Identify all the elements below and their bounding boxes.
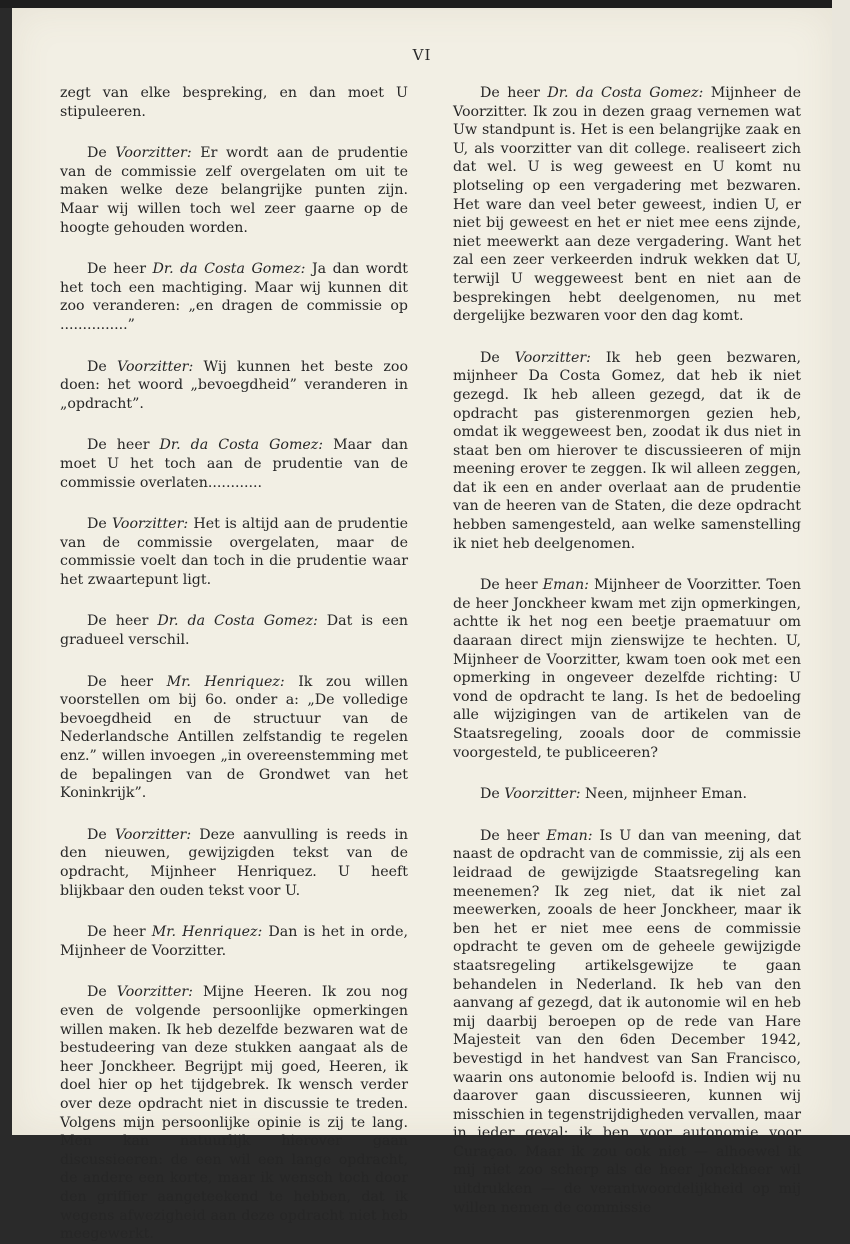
paragraph xyxy=(453,349,801,554)
paragraph-text: Ik heb geen bezwaren, mijnheer Da Costa Gomez, dat heb ik niet gezegd. Ik heb alleen gezegd, dat ik de opdracht pas gisterenmorgen gezien heb, omdat ik weggeweest ben, zoodat ik dus niet in staat ben om hierover te discussieeren of mijn meening erover te zeggen. Ik wil alleen zeggen, dat ik een en ander overlaat aan de prudentie van de heeren van de Staten, die deze opdracht hebben samengesteld, aan welke samenstelling ik niet heb deelgenomen. xyxy=(453,349,801,552)
speaker-name: Mr. Henriquez: xyxy=(151,924,263,941)
scan-top-border xyxy=(0,0,850,8)
speaker-name: Dr. da Costa Gomez: xyxy=(159,437,324,454)
scan-right-border xyxy=(832,0,850,1135)
paragraph xyxy=(453,785,801,804)
paragraph-text: Mijnheer de Voorzitter. Ik zou in dezen graag vernemen wat Uw standpunt is. Het is een belangrijke zaak en U, als voorzitter van dit college. realiseert zich dat wel. U is weg geweest en U komt nu plotseling op een vergadering met bezwaren. Het ware dan veel beter geweest, indien U, er niet bij geweest en het er niet mee eens zijnde, niet meewerkt aan deze vergadering. Want het zal een zeer verkeerden indruk wekken dat U, terwijl U weggeweest bent en niet aan de besprekingen hebt deelgenomen, nu met dergelijke bezwaren voor den dag komt. xyxy=(453,85,802,325)
speaker-prefix: De heer xyxy=(87,261,146,278)
paragraph-text: Maar dan moet U het toch aan de prudentie van de commissie overlaten............ xyxy=(60,437,408,491)
speaker-prefix: De xyxy=(87,516,107,533)
paragraph-text: Ik zou willen voorstellen om bij 6o. onder a: „De volledige bevoegdheid en de structuur van de Nederlandsche Antillen zelfstandig te regelen enz.” willen invoegen „in overeenstemming met de bepalingen van de Grondwet van het Koninkrijk”. xyxy=(60,673,409,802)
speaker-name: Voorzitter: xyxy=(111,516,189,533)
paragraph-text: Deze aanvulling is reeds in den nieuwen, gewijzigden tekst van de opdracht, Mijnheer Henriquez. U heeft blijkbaar den ouden tekst voor U. xyxy=(60,826,408,899)
paragraph-text: Dan is het in orde, Mijnheer de Voorzitter. xyxy=(60,924,408,959)
speaker-prefix: De heer xyxy=(87,924,146,941)
paragraph xyxy=(60,358,408,414)
speaker-prefix: De xyxy=(480,349,500,366)
speaker-prefix: De heer xyxy=(87,437,150,454)
paragraph xyxy=(453,84,801,326)
speaker-prefix: De heer xyxy=(87,673,154,690)
page-number: VI xyxy=(412,46,432,64)
right-column xyxy=(453,84,801,1217)
speaker-name: Voorzitter: xyxy=(504,786,581,803)
speaker-name: Voorzitter: xyxy=(117,358,194,375)
paragraph xyxy=(60,84,408,121)
left-column xyxy=(60,84,408,1244)
paragraph xyxy=(60,983,408,1243)
paragraph xyxy=(60,612,408,649)
speaker-prefix: De xyxy=(87,358,107,375)
paragraph xyxy=(60,515,408,589)
speaker-name: Dr. da Costa Gomez: xyxy=(152,261,306,278)
speaker-name: Voorzitter: xyxy=(114,826,192,843)
speaker-prefix: De xyxy=(480,786,500,803)
paragraph-text: Mijnheer de Voorzitter. Toen de heer Jonckheer kwam met zijn opmerkingen, achtte ik het nog een beetje praematuur om daaraan direct mijn zienswijze te hechten. U, Mijnheer de Voorzitter, kwam toen ook met een opmerking in ongeveer dezelfde richting: U vond de opdracht te lang. Is het de bedoeling alle wijzigingen van de artikelen van de Staatsregeling, zooals door de commissie voorgesteld, te publiceeren? xyxy=(453,577,801,761)
paragraph-text: Wij kunnen het beste zoo doen: het woord „bevoegdheid” veranderen in „opdracht”. xyxy=(60,358,408,412)
speaker-name: Dr. da Costa Gomez: xyxy=(547,85,704,101)
speaker-name: Dr. da Costa Gomez: xyxy=(157,613,318,630)
paragraph xyxy=(60,260,408,334)
paragraph-text: Mijne Heeren. Ik zou nog even de volgende persoonlijke opmerkingen willen maken. Ik heb dezelfde bezwaren wat de bestudeering van deze stukken aangaat als de heer Jonckheer. Begrijpt mij goed, Heeren, ik doel hier op het tijdgebrek. Ik wensch verder over deze opdracht niet in discussie te treden. Volgens mijn persoonlijke opinie is zij te lang. Men kan natuurlijk hierover gaan discussieeren: de een wil een lange opdracht, de andere een korte, maar ik wensch toch door den griffier aangeteekend te hebben, dat ik wegens afwezigheid aan deze opdracht niet heb meegewerkt. xyxy=(60,984,408,1243)
document-page xyxy=(12,8,832,1243)
speaker-prefix: De xyxy=(87,984,107,1001)
paragraph xyxy=(60,436,408,492)
paragraph xyxy=(60,923,408,960)
paragraph-text: zegt van elke bespreking, en dan moet U stipuleeren. xyxy=(60,85,408,120)
speaker-prefix: De heer xyxy=(480,827,540,844)
speaker-name: Voorzitter: xyxy=(116,984,193,1001)
speaker-name: Eman: xyxy=(542,577,589,594)
paragraph xyxy=(453,576,801,762)
paragraph xyxy=(60,144,408,237)
speaker-prefix: De heer xyxy=(480,85,540,101)
paragraph-text: Er wordt aan de prudentie van de commissie zelf overgelaten om uit te maken welke deze belangrijke punten zijn. Maar wij willen toch wel zeer gaarne op de hoogte gehouden worden. xyxy=(60,145,408,236)
speaker-prefix: De heer xyxy=(87,613,149,630)
paragraph xyxy=(60,826,408,900)
speaker-name: Voorzitter: xyxy=(115,145,192,162)
speaker-name: Eman: xyxy=(546,827,593,844)
speaker-prefix: De xyxy=(87,826,107,843)
paragraph-text: Het is altijd aan de prudentie van de commissie overgelaten, maar de commissie voelt dan toch in die prudentie waar het zwaartepunt ligt. xyxy=(60,516,409,588)
paragraph-text: Dat is een gradueel verschil. xyxy=(60,613,408,649)
speaker-name: Mr. Henriquez: xyxy=(166,673,285,690)
paragraph xyxy=(60,673,408,803)
speaker-prefix: De xyxy=(87,145,107,162)
paragraph-text: Neen, mijnheer Eman. xyxy=(585,786,748,803)
paragraph-text: Is U dan van meening, dat naast de opdracht van de commissie, zij als een leidraad de gewijzigde Staatsregeling kan meenemen? Ik zeg niet, dat ik niet zal meewerken, zooals de heer Jonckheer, maar ik ben het er niet mee eens de commissie opdracht te geven om de geheele gewijzigde staatsregeling artikelsgewijze te gaan behandelen in Nederland. Ik heb van den aanvang af gezegd, dat ik autonomie wil en heb mij daarbij beroepen op de rede van Hare Majesteit van den 6den December 1942, bevestigd in het handvest van San Francisco, waarin ons autonomie beloofd is. Indien wij nu daarover gaan discussieeren, kunnen wij misschien in tegenstrijdigheden vervallen, maar in ieder geval: ik ben voor autonomie voor Curaçao. Maar ik zou ook niet — alhoewel ik mij niet zoo scherp als de heer Jonckheer wil uitdrukken — de verantwoordelijkheid op mij willen nemen de commissie xyxy=(453,827,802,1216)
speaker-name: Voorzitter: xyxy=(514,349,591,366)
paragraph-text: Ja dan wordt het toch een machtiging. Maar wij kunnen dit zoo veranderen: „en dragen de commissie op ...............” xyxy=(60,261,408,333)
speaker-prefix: De heer xyxy=(480,577,538,594)
paragraph xyxy=(453,827,801,1217)
